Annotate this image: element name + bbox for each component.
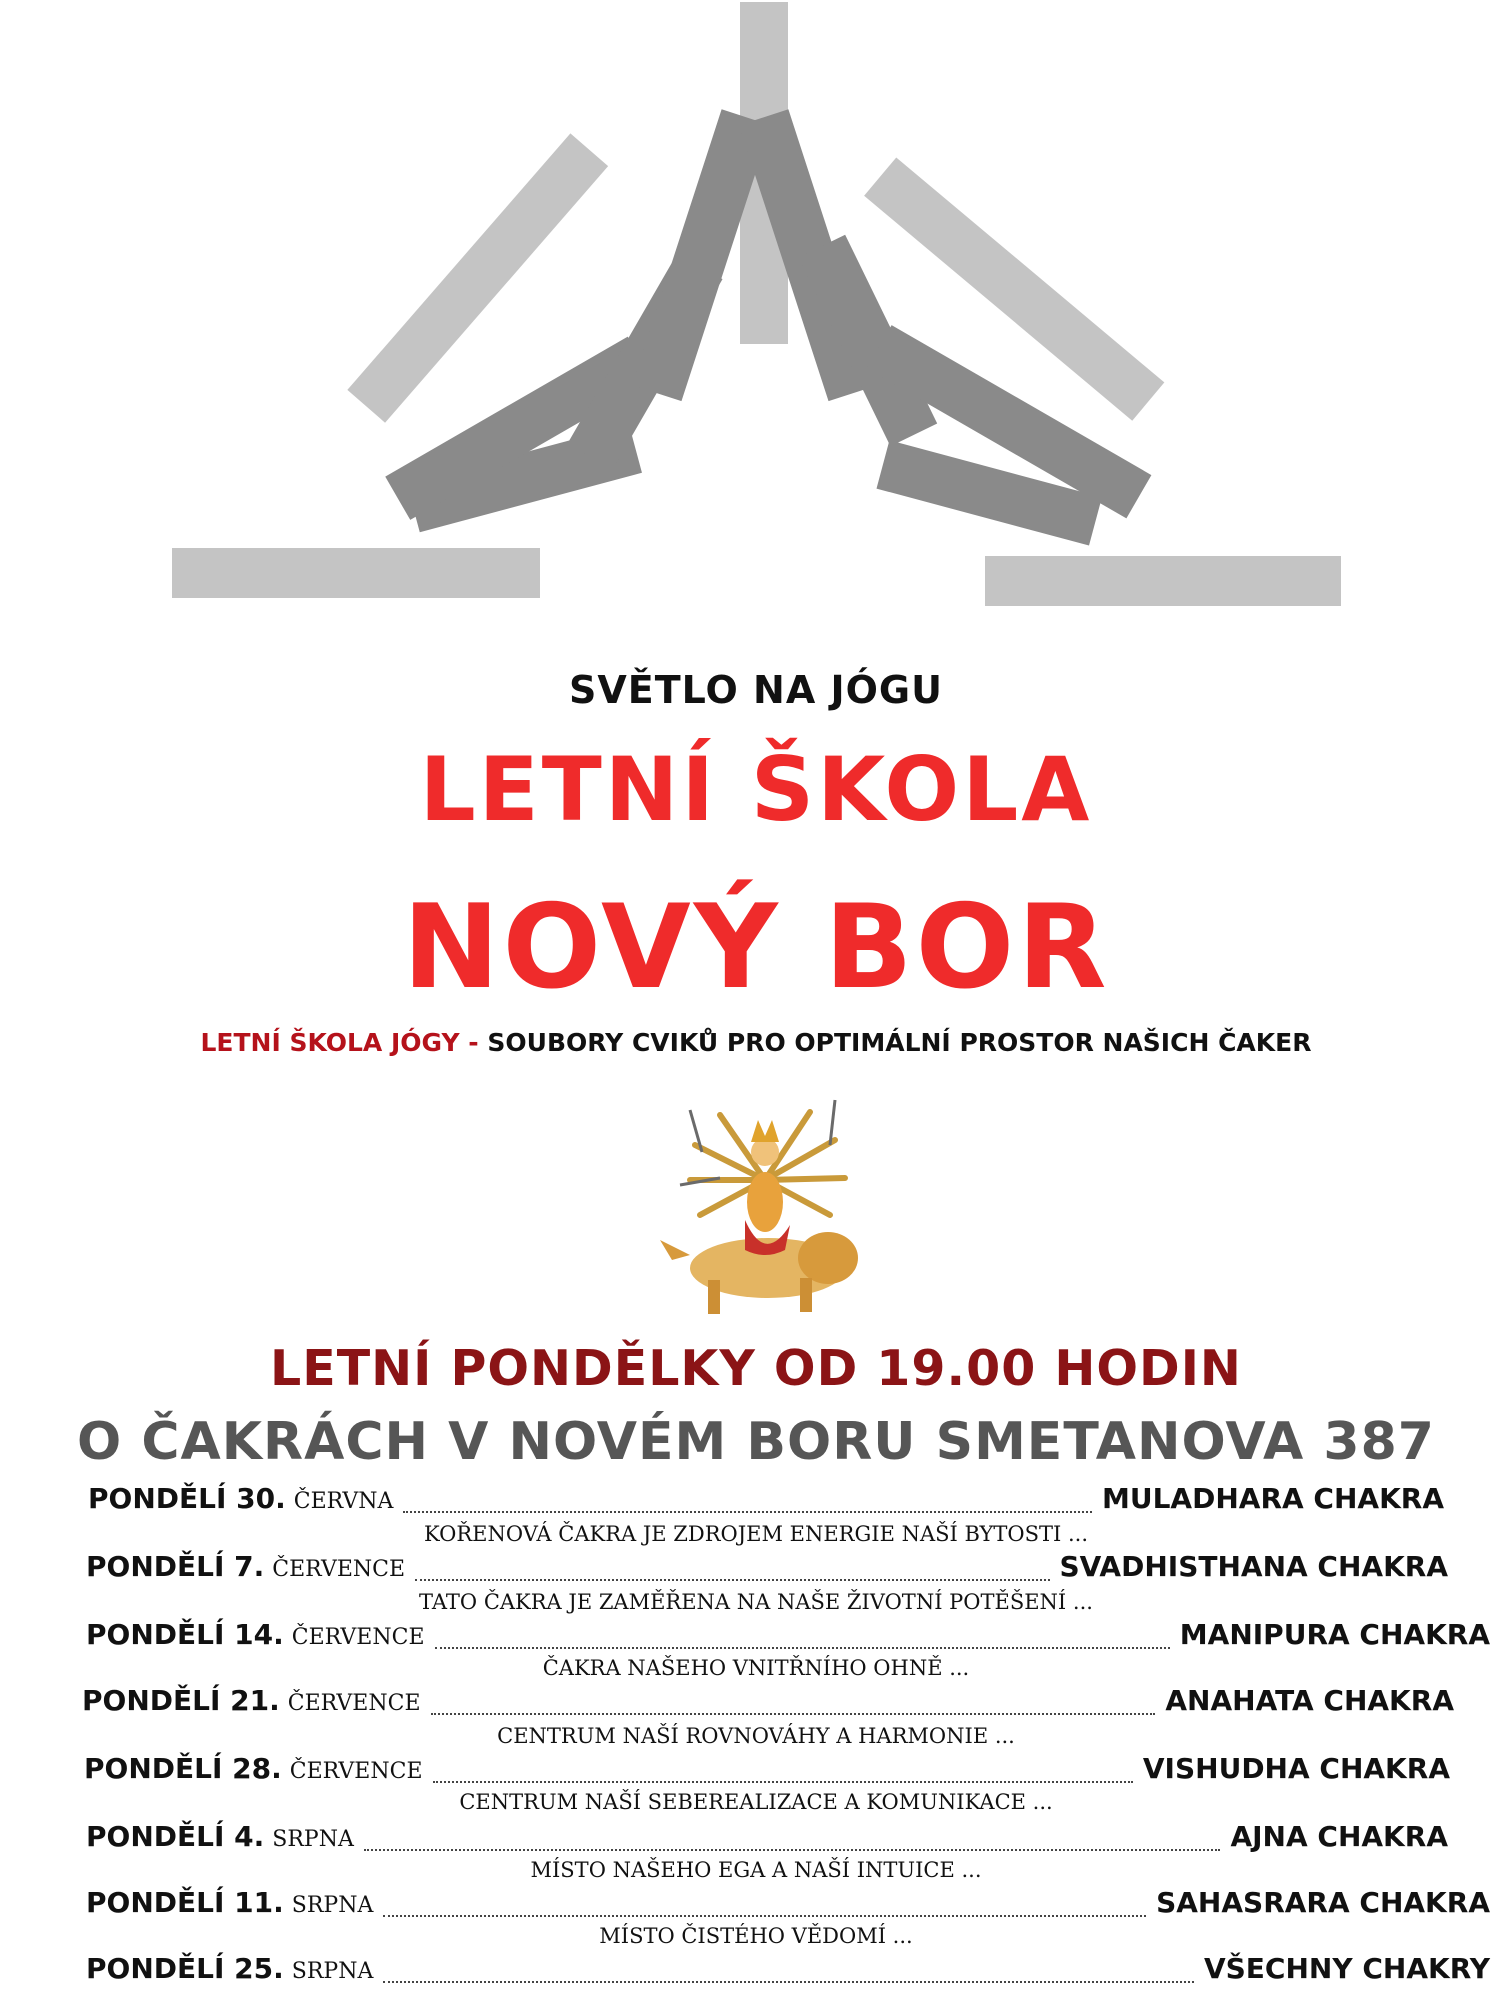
row-month: ČERVENCE [287,1691,421,1716]
leader-dots [435,1646,1170,1649]
row-chakra: MANIPURA CHAKRA [1179,1618,1490,1651]
row-month: SRPNA [291,1893,374,1918]
row-month: ČERVENCE [291,1625,425,1650]
row-day: PONDĚLÍ 28. [84,1752,282,1785]
row-day: PONDĚLÍ 30. [88,1482,286,1515]
leader-dots [433,1780,1133,1783]
row-month: SRPNA [291,1959,374,1984]
row-description: ČAKRA NAŠEHO VNITŘNÍHO OHNĚ ... [542,1656,970,1680]
row-month: ČERVENCE [289,1759,423,1784]
leader-dots [364,1848,1221,1851]
goddess-on-lion-icon [650,1090,880,1325]
row-month: SRPNA [272,1827,354,1852]
row-description: KOŘENOVÁ ČAKRA JE ZDROJEM ENERGIE NAŠÍ BYTOSTI ... [423,1522,1089,1546]
row-month: ČERVENCE [272,1557,406,1582]
schedule-heading: LETNÍ PONDĚLKY OD 19.00 HODIN [270,1340,1242,1397]
row-chakra: AJNA CHAKRA [1230,1820,1448,1853]
leader-dots [383,1914,1146,1917]
subtitle-accent: LETNÍ ŠKOLA JÓGY - [200,1028,479,1057]
schedule-row [86,1550,1448,1592]
leader-dots [431,1712,1156,1715]
schedule-row [86,1820,1448,1862]
schedule-row [86,1886,1490,1928]
subtitle-rest: SOUBORY CVIKŮ PRO OPTIMÁLNÍ PROSTOR NAŠICH ČAKER [487,1028,1312,1057]
row-month: ČERVNA [293,1489,394,1514]
leader-dots [415,1578,1049,1581]
row-chakra: ANAHATA CHAKRA [1165,1684,1454,1717]
schedule-row [84,1752,1450,1794]
subtitle [0,1028,1512,1057]
row-day: PONDĚLÍ 7. [86,1550,265,1583]
row-day: PONDĚLÍ 4. [86,1820,265,1853]
row-day: PONDĚLÍ 21. [82,1684,280,1717]
row-day: PONDĚLÍ 11. [86,1886,284,1919]
row-description: CENTRUM NAŠÍ ROVNOVÁHY A HARMONIE ... [497,1724,1015,1748]
venue-heading: O ČAKRÁCH V NOVÉM BORU SMETANOVA 387 [77,1412,1435,1472]
row-description: MÍSTO NAŠEHO EGA A NAŠÍ INTUICE ... [530,1858,982,1882]
row-description: CENTRUM NAŠÍ SEBEREALIZACE A KOMUNIKACE ... [459,1790,1053,1814]
row-day: PONDĚLÍ 25. [86,1952,284,1985]
sun-rays-icon [0,0,1512,620]
leader-dots [403,1510,1092,1513]
title-line-1: LETNÍ ŠKOLA [419,738,1093,841]
row-description: TATO ČAKRA JE ZAMĚŘENA NA NAŠE ŽIVOTNÍ POTĚŠENÍ ... [419,1590,1093,1614]
leader-dots [383,1980,1194,1983]
schedule-row [86,1952,1490,1994]
row-chakra: VŠECHNY CHAKRY [1203,1952,1490,1985]
row-chakra: VISHUDHA CHAKRA [1142,1752,1450,1785]
kicker-text: SVĚTLO NA JÓGU [569,668,943,712]
row-chakra: SAHASRARA CHAKRA [1156,1886,1490,1919]
row-description: MÍSTO ČISTÉHO VĚDOMÍ ... [599,1924,913,1948]
row-chakra: MULADHARA CHAKRA [1101,1482,1444,1515]
schedule-row [82,1684,1454,1726]
title-line-2: NOVÝ BOR [402,880,1110,1015]
row-day: PONDĚLÍ 14. [86,1618,284,1651]
schedule-row [88,1482,1444,1524]
schedule-row [86,1618,1490,1660]
row-chakra: SVADHISTHANA CHAKRA [1059,1550,1448,1583]
